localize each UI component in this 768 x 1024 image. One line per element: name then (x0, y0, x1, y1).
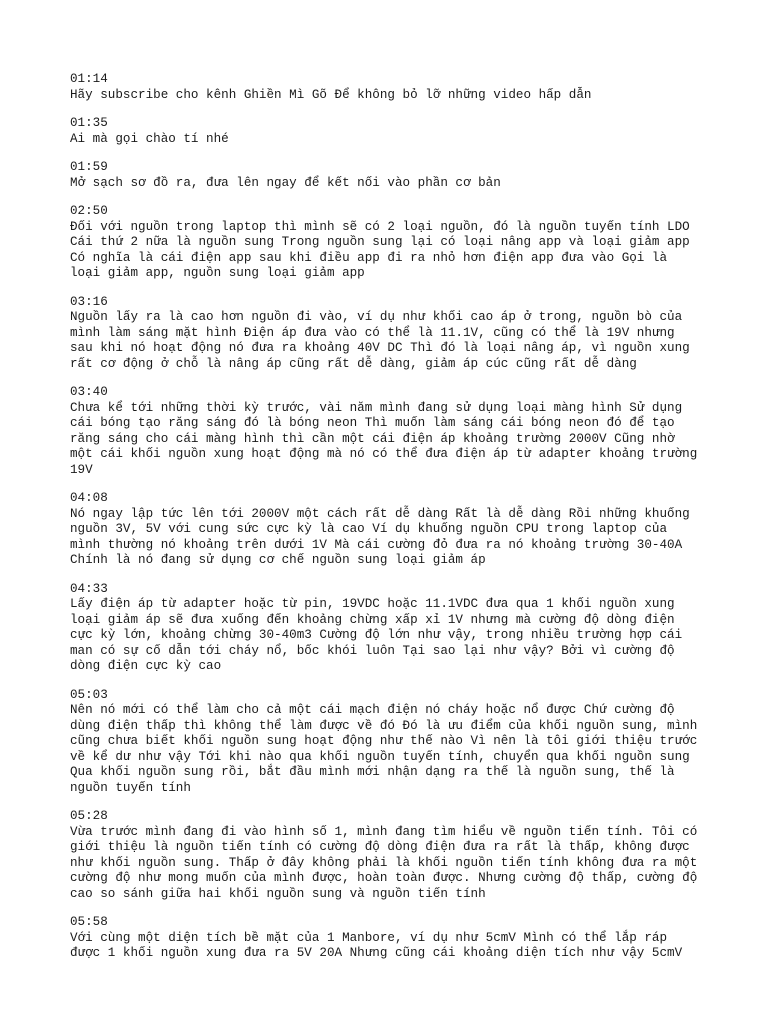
entry-text-line: một cái khối nguồn xung hoạt động mà nó có thể đưa điện áp từ adapter khoảng trường (70, 447, 698, 461)
entry-text (70, 703, 710, 796)
entry-text-line: dòng điện cực kỳ cao (70, 659, 222, 673)
entry-text-line: mình thường nó khoảng trên dưới 1V Mà cái cường đỏ đưa ra nó khoảng trường 30-40A (70, 537, 683, 552)
entry-timestamp: 01:35 (70, 116, 108, 130)
entry-timestamp: 03:16 (70, 294, 108, 309)
entry-text-line: cường độ như mong muốn của mình được, hoàn toàn được. Nhưng cường độ thấp, cường độ (70, 871, 698, 885)
transcript-entry (70, 491, 710, 569)
entry-text (70, 597, 710, 675)
entry-text (70, 825, 710, 903)
entry-text-line: loại giảm áp sẽ đưa xuống đến khoảng chừng xấp xỉ 1V nhưng mà cường độ dòng điện (70, 612, 675, 627)
entry-text-line: cao so sánh giữa hai khối nguồn sung và nguồn tiến tính (70, 886, 486, 901)
transcript-page (70, 72, 710, 975)
entry-text-line: nguồn tuyến tính (70, 780, 191, 795)
entry-text-line: Nguồn lấy ra là cao hơn nguồn đi vào, ví dụ như khối cao áp ở trong, nguồn bò của (70, 310, 683, 324)
entry-text-line: cái bóng tạo răng sáng đó là bóng neon Thì muốn làm sáng cái bóng neon đó để tạo (70, 416, 675, 430)
entry-text-line: Với cùng một diện tích bề mặt của 1 Manbore, ví dụ như 5cmV Mình có thể lắp ráp (70, 930, 668, 945)
entry-text-line: Hãy subscribe cho kênh Ghiền Mì Gõ Để không bỏ lỡ những video hấp dẫn (70, 87, 592, 102)
transcript-entry (70, 582, 710, 675)
entry-timestamp: 01:14 (70, 72, 108, 86)
transcript-entry (70, 160, 710, 191)
entry-text (70, 220, 710, 282)
entry-text-line: cực kỳ lớn, khoảng chừng 30-40m3 Cường độ lớn như vậy, trong nhiều trường hợp cái (70, 628, 683, 642)
transcript-entry (70, 809, 710, 902)
entry-text (70, 401, 710, 479)
entry-text (70, 931, 710, 962)
entry-timestamp: 05:58 (70, 915, 108, 929)
entry-timestamp: 02:50 (70, 204, 108, 218)
entry-text-line: Qua khối nguồn sung rồi, bắt đầu mình mới nhận dạng ra thế là nguồn sung, thế là (70, 765, 675, 779)
entry-timestamp: 05:03 (70, 687, 108, 702)
entry-text-line: Đối với nguồn trong laptop thì mình sẽ có 2 loại nguồn, đó là nguồn tuyến tính LDO (70, 219, 690, 234)
entry-text-line: giới thiệu là nguồn tiến tính có cường độ dòng điện đưa ra rất là thấp, không được (70, 840, 690, 854)
entry-text-line: răng sáng cho cái màng hình thì cần một cái điện áp khoảng trường 2000V Cũng nhờ (70, 431, 675, 446)
transcript-entry (70, 915, 710, 962)
entry-timestamp: 01:59 (70, 160, 108, 174)
entry-text-line: Vừa trước mình đang đi vào hình số 1, mình đang tìm hiểu về nguồn tiến tính. Tôi có (70, 824, 698, 839)
transcript-entry (70, 72, 710, 103)
entry-text-line: được 1 khối nguồn xung đưa ra 5V 20A Nhưng cũng cái khoảng diện tích như vậy 5cmV (70, 946, 683, 960)
entry-text (70, 310, 710, 372)
entry-text-line: như khối nguồn sung. Thấp ở đây không phải là khối nguồn tiến tính không đưa ra một (70, 855, 698, 870)
entry-timestamp: 03:40 (70, 385, 108, 399)
entry-text-line: Có nghĩa là cái điện app sau khi điều app đi ra nhỏ hơn điện app đưa vào Gọi là (70, 250, 668, 265)
entry-text (70, 132, 710, 148)
entry-text-line: Ai mà gọi chào tí nhé (70, 131, 229, 146)
entry-text-line: loại giảm app, nguồn sung loại giảm app (70, 266, 365, 280)
entry-text-line: Nó ngay lập tức lên tới 2000V một cách rất dễ dàng Rất là dễ dàng Rồi những khuống (70, 506, 690, 521)
entry-text-line: Nên nó mới có thể làm cho cả một cái mạch điện nó cháy hoặc nổ được Chứ cường độ (70, 703, 675, 717)
entry-text-line: cũng chưa biết khối nguồn sung hoạt động như thế nào Vì nên là tôi giới thiệu trước (70, 734, 698, 748)
entry-text-line: Mở sạch sơ đồ ra, đưa lên ngay để kết nối vào phần cơ bản (70, 175, 501, 190)
entry-text-line: man có sự cố dẫn tới cháy nổ, bốc khói luôn Tại sao lại như vậy? Bởi vì cường độ (70, 643, 675, 658)
entry-text (70, 176, 710, 192)
transcript-entry (70, 295, 710, 373)
entry-timestamp: 05:28 (70, 809, 108, 823)
entry-text-line: Lấy điện áp từ adapter hoặc từ pin, 19VDC hoặc 11.1VDC đưa qua 1 khối nguồn xung (70, 597, 675, 611)
entry-timestamp: 04:08 (70, 491, 108, 505)
entry-text (70, 88, 710, 104)
transcript-entry (70, 204, 710, 282)
entry-text-line: mình làm sáng mặt hình Điện áp đưa vào có thể là 11.1V, cũng có thể là 19V nhưng (70, 325, 675, 340)
transcript-entry (70, 116, 710, 147)
transcript-entry (70, 688, 710, 797)
entry-text (70, 507, 710, 569)
entry-text-line: dùng điện thấp thì không thể làm được về đó Đó là ưu điểm của khối nguồn sung, mình (70, 718, 698, 733)
entry-text-line: Chưa kể tới những thời kỳ trước, vài năm mình đang sử dụng loại màng hình Sử dụng (70, 400, 683, 415)
entry-text-line: Cái thứ 2 nữa là nguồn sung Trong nguồn sung lại có loại nâng app và loại giảm app (70, 235, 690, 249)
entry-text-line: 19V (70, 462, 93, 477)
transcript-entry (70, 385, 710, 478)
entry-text-line: nguồn 3V, 5V với cung sức cực kỳ là cao Ví dụ khuống nguồn CPU trong laptop của (70, 522, 668, 536)
entry-timestamp: 04:33 (70, 581, 108, 596)
entry-text-line: về kể dư như vậy Tới khi nào qua khối nguồn tuyến tính, chuyển qua khối nguồn sung (70, 749, 690, 764)
entry-text-line: Chính là nó đang sử dụng cơ chế nguồn sung loại giảm áp (70, 553, 486, 567)
entry-text-line: sau khi nó hoạt động nó đưa ra khoảng 40V DC Thì đó là loại nâng áp, vì nguồn xung (70, 341, 690, 355)
entry-text-line: rất cơ động ở chỗ là nâng áp cũng rất dễ dàng, giảm áp cúc cũng rất dễ dàng (70, 356, 637, 371)
